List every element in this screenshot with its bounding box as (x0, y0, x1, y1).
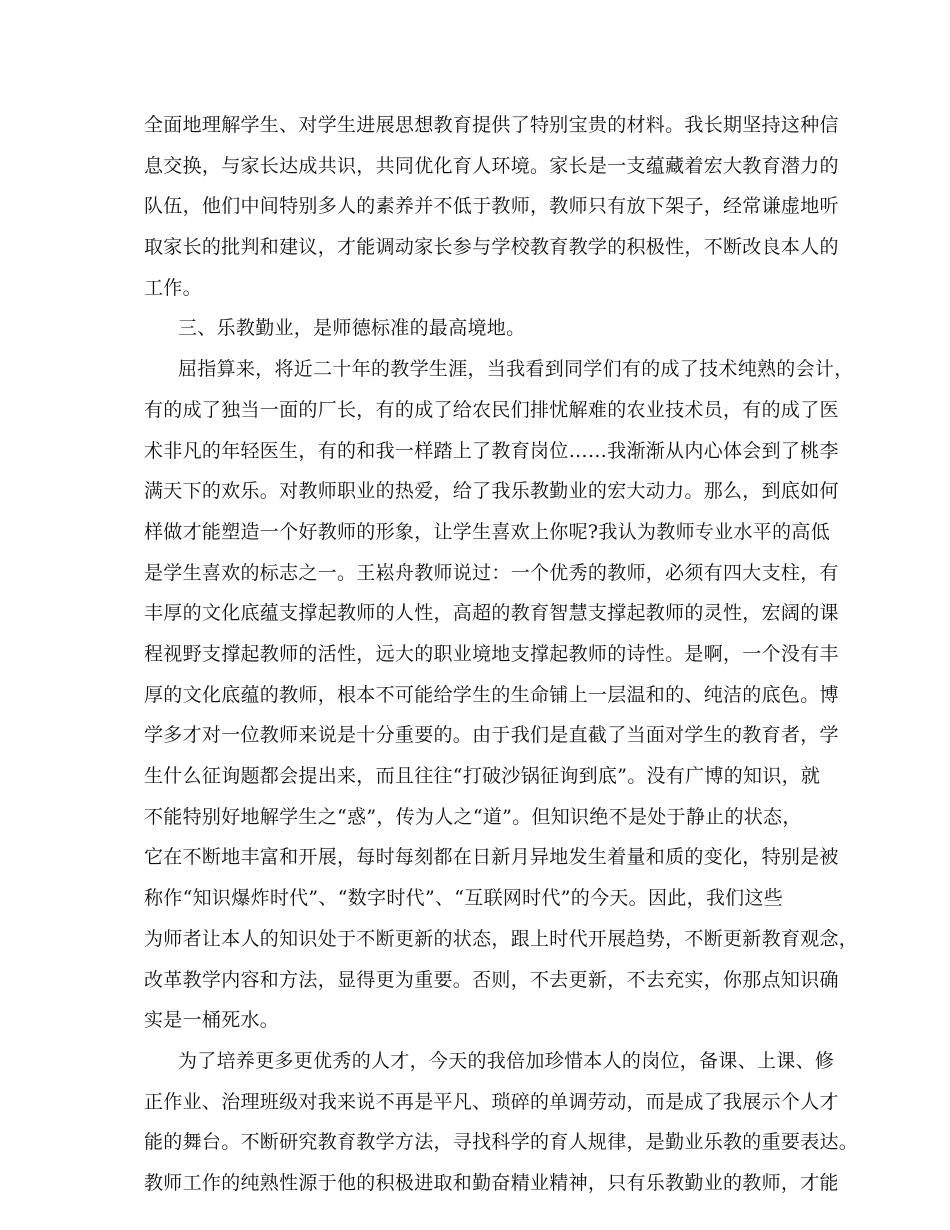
text-line: 满天下的欢乐。对教师职业的热爱，给了我乐教勤业的宏大动力。那么，到底如何 (144, 480, 839, 502)
text-line: 程视野支撑起教师的活性，远大的职业境地支撑起教师的诗性。是啊，一个没有丰 (144, 643, 839, 665)
text-line: 学多才对一位教师来说是十分重要的。由于我们是直截了当面对学生的教育者，学 (144, 724, 839, 746)
text-line: 取家长的批判和建议，才能调动家长参与学校教育教学的积极性，不断改良本人的 (144, 236, 839, 258)
text-line: 能的舞台。不断研究教育教学方法，寻找科学的育人规律，是勤业乐教的重要表达。 (144, 1131, 859, 1153)
text-line: 术非凡的年轻医生，有的和我一样踏上了教育岗位……我渐渐从内心体会到了桃李 (144, 440, 839, 462)
text-line: 不能特别好地解学生之“惑”，传为人之“道”。但知识绝不是处于静止的状态， (144, 806, 802, 828)
text-line: 有的成了独当一面的厂长，有的成了给农民们排忧解难的农业技术员，有的成了医 (144, 399, 839, 421)
text-line: 教师工作的纯熟性源于他的积极进取和勤奋精业精神，只有乐教勤业的教师，才能 (144, 1172, 839, 1194)
text-line: 称作“知识爆炸时代”、“数字时代”、“互联网时代”的今天。因此，我们这些 (144, 887, 784, 909)
text-line: 为师者让本人的知识处于不断更新的状态，跟上时代开展趋势，不断更新教育观念， (144, 928, 859, 950)
text-line: 是学生喜欢的标志之一。王崧舟教师说过：一个优秀的教师，必须有四大支柱，有 (144, 562, 839, 584)
text-line: 息交换，与家长达成共识，共同优化育人环境。家长是一支蕴藏着宏大教育潜力的 (144, 155, 839, 177)
section-heading: 三、乐教勤业，是师德标准的最高境地。 (178, 317, 526, 339)
text-line: 样做才能塑造一个好教师的形象，让学生喜欢上你呢?我认为教师专业水平的高低 (144, 521, 830, 543)
text-line: 为了培养更多更优秀的人才，今天的我倍加珍惜本人的岗位，备课、上课、修 (178, 1050, 835, 1072)
text-line: 队伍，他们中间特别多人的素养并不低于教师，教师只有放下架子，经常谦虚地听 (144, 195, 839, 217)
text-line: 实是一桶死水。 (144, 1009, 280, 1031)
text-line: 生什么征询题都会提出来，而且往往“打破沙锅征询到底”。没有广博的知识，就 (144, 765, 821, 787)
text-line: 厚的文化底蕴的教师，根本不可能给学生的生命铺上一层温和的、纯洁的底色。博 (144, 684, 839, 706)
text-line: 工作。 (144, 277, 202, 299)
text-line: 屈指算来，将近二十年的教学生涯，当我看到同学们有的成了技术纯熟的会计， (178, 358, 854, 380)
text-line: 正作业、治理班级对我来说不再是平凡、琐碎的单调劳动，而是成了我展示个人才 (144, 1091, 839, 1113)
text-line: 它在不断地丰富和开展，每时每刻都在日新月异地发生着量和质的变化，特别是被 (144, 846, 839, 868)
text-line: 全面地理解学生、对学生进展思想教育提供了特别宝贵的材料。我长期坚持这种信 (144, 114, 839, 136)
text-line: 丰厚的文化底蕴支撑起教师的人性，高超的教育智慧支撑起教师的灵性，宏阔的课 (144, 602, 839, 624)
text-line: 改革教学内容和方法，显得更为重要。否则，不去更新，不去充实，你那点知识确 (144, 969, 839, 991)
